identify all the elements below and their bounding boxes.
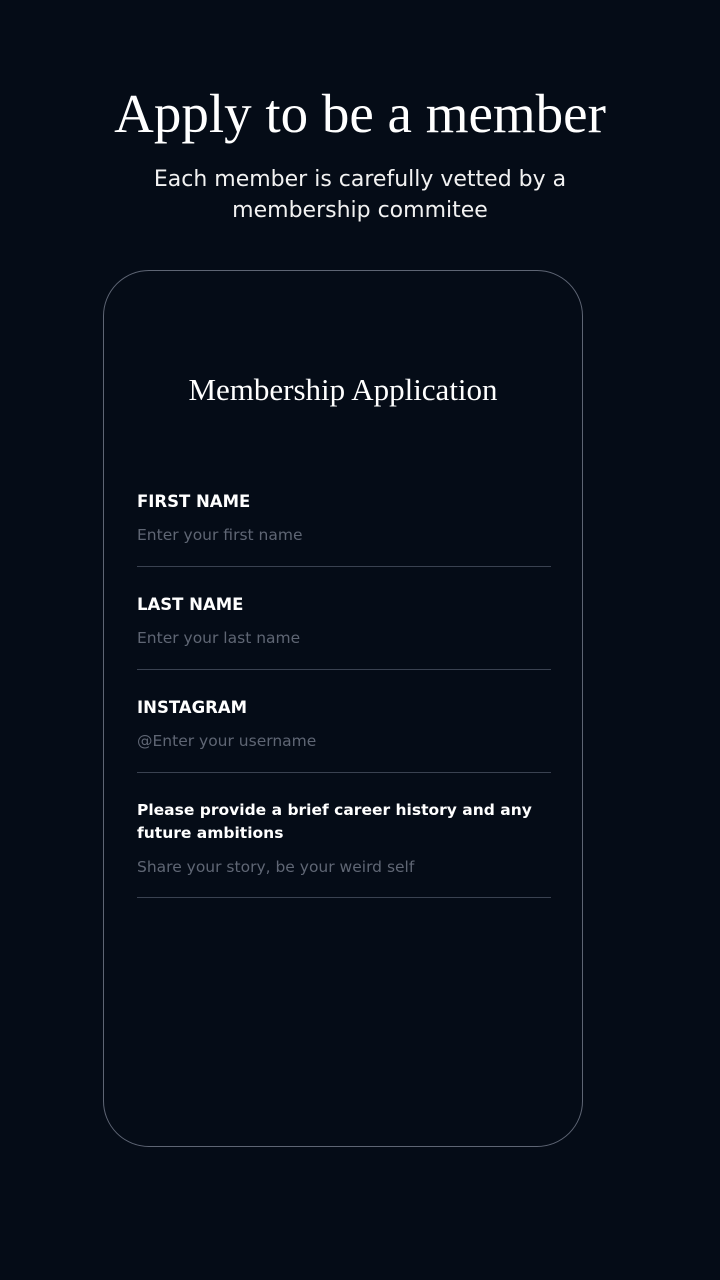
first-name-label: FIRST NAME xyxy=(137,492,251,511)
last-name-input[interactable] xyxy=(137,627,551,649)
first-name-field xyxy=(137,490,551,567)
instagram-input[interactable] xyxy=(137,730,551,752)
instagram-field xyxy=(137,696,551,773)
page-title: Apply to be a member xyxy=(114,83,606,144)
career-history-label: Please provide a brief career history and any future ambitions xyxy=(137,801,532,842)
last-name-label: LAST NAME xyxy=(137,595,244,614)
page-subtitle: Each member is carefully vetted by a membership commitee xyxy=(153,167,567,223)
career-history-field xyxy=(137,799,551,898)
first-name-input[interactable] xyxy=(137,524,551,546)
last-name-field xyxy=(137,593,551,670)
form-title: Membership Application xyxy=(188,372,498,407)
career-history-input[interactable] xyxy=(137,856,551,878)
membership-application-card xyxy=(103,270,583,1147)
instagram-label: INSTAGRAM xyxy=(137,698,248,717)
